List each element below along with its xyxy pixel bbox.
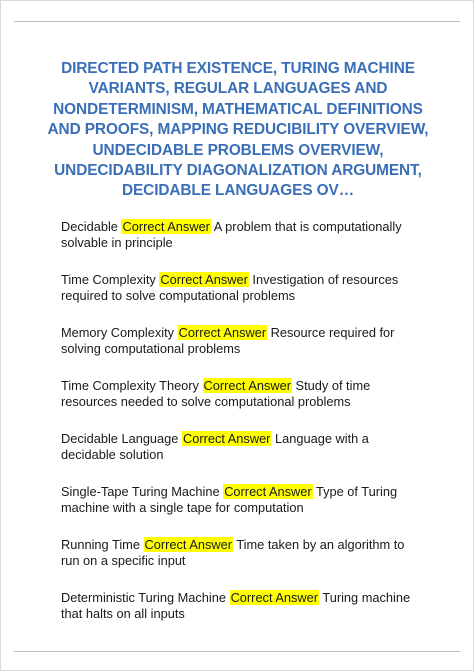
correct-answer-highlight: Correct Answer [178, 325, 267, 340]
top-divider [14, 21, 460, 22]
entry-definition: A problem that is computationally solvable in principle [61, 219, 402, 250]
flashcard-entry [61, 378, 421, 410]
entry-term: Time Complexity Theory [61, 378, 203, 393]
entry-term: Deterministic Turing Machine [61, 590, 230, 605]
entry-definition: Investigation of resources required to solve computational problems [61, 272, 399, 303]
correct-answer-highlight: Correct Answer [160, 272, 248, 287]
flashcard-entry [61, 272, 421, 304]
flashcard-entry [61, 431, 421, 463]
document-title: DIRECTED PATH EXISTENCE, TURING MACHINE VARIANTS, REGULAR LANGUAGES AND NONDETERMINISM, MATHEMATICAL DEFINITIONS AND PROOFS, MAPPING REDUCIBILITY OVERVIEW, UNDECIDABLE PROBLEMS OVERVIEW, UNDECIDABILITY DIAGONALIZATION ARGUMENT, DECIDABLE LANGUAGES OV… [47, 60, 429, 200]
correct-answer-highlight: Correct Answer [182, 431, 271, 446]
entry-term: Decidable [61, 219, 122, 234]
entry-term: Running Time [61, 537, 144, 552]
flashcard-entry [61, 484, 421, 516]
flashcard-entry [61, 325, 421, 357]
entry-definition: Study of time resources needed to solve computational problems [61, 378, 371, 409]
entry-term: Time Complexity [61, 272, 160, 287]
entry-definition: Language with a decidable solution [61, 431, 369, 462]
correct-answer-highlight: Correct Answer [230, 590, 319, 605]
flashcard-entry [61, 219, 421, 251]
entry-definition: Turing machine that halts on all inputs [61, 590, 411, 621]
bottom-divider [14, 651, 460, 652]
entry-term: Single-Tape Turing Machine [61, 484, 224, 499]
flashcard-list [61, 219, 421, 643]
flashcard-entry [61, 537, 421, 569]
correct-answer-highlight: Correct Answer [224, 484, 312, 499]
correct-answer-highlight: Correct Answer [144, 537, 232, 552]
correct-answer-highlight: Correct Answer [122, 219, 210, 234]
entry-term: Decidable Language [61, 431, 182, 446]
entry-definition: Resource required for solving computational problems [61, 325, 395, 356]
entry-definition: Time taken by an algorithm to run on a specific input [61, 537, 405, 568]
entry-term: Memory Complexity [61, 325, 178, 340]
entry-definition: Type of Turing machine with a single tape for computation [61, 484, 398, 515]
correct-answer-highlight: Correct Answer [203, 378, 291, 393]
flashcard-entry [61, 590, 421, 622]
